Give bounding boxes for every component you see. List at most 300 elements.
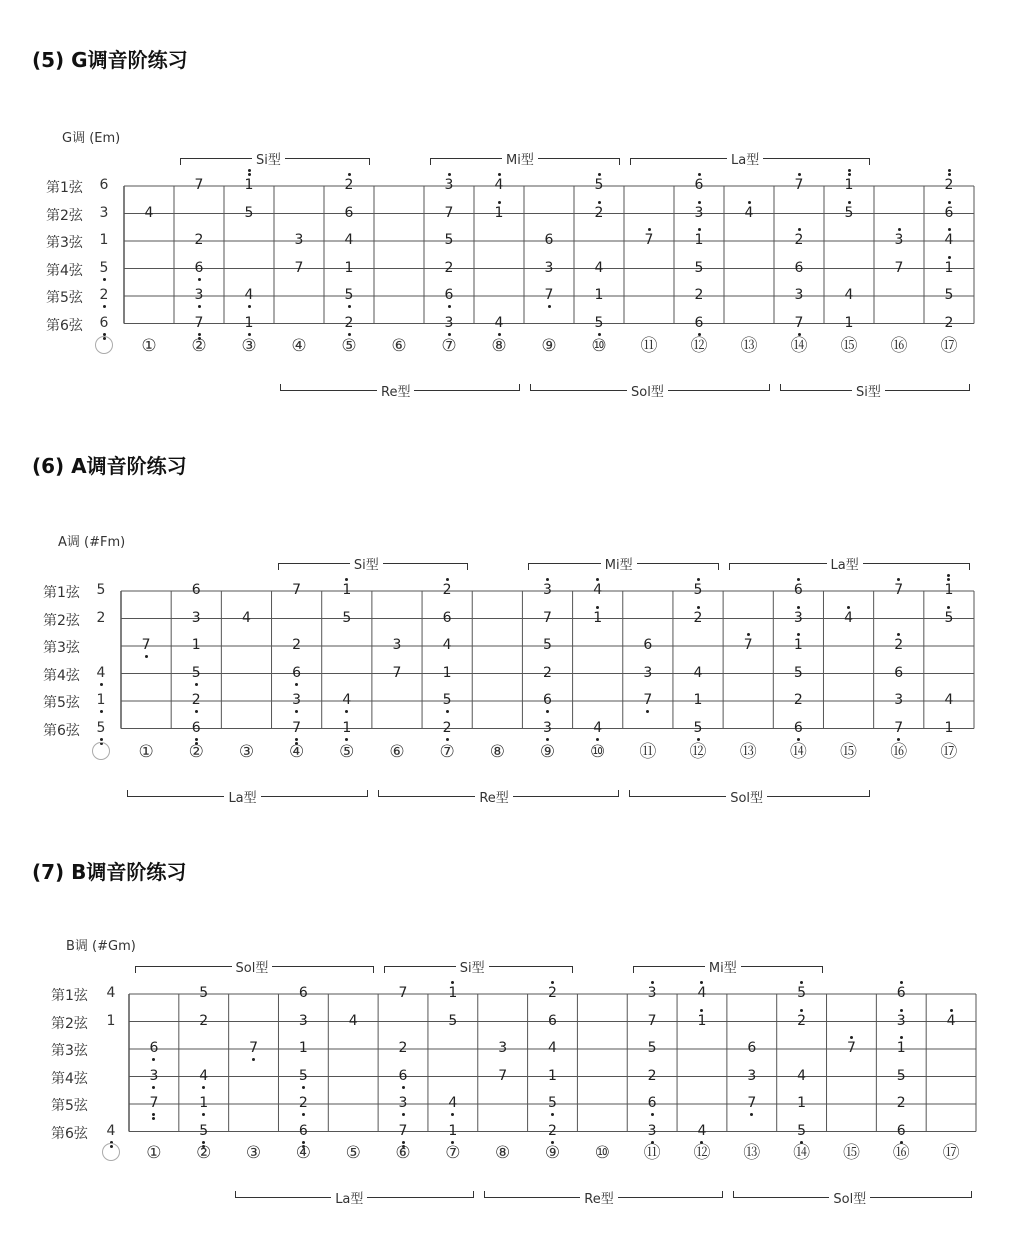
scale-note: 3	[298, 1012, 308, 1029]
scale-note: 3	[191, 609, 201, 626]
scale-note: 7	[194, 177, 204, 193]
scale-note: 7	[149, 1095, 159, 1111]
fret-number: ⑤	[339, 742, 355, 762]
fret-number: ⑭	[790, 336, 808, 356]
scale-note: 1	[191, 637, 201, 653]
bottom-pattern-bracket	[733, 1191, 970, 1207]
fret-number: ⑤	[345, 1143, 361, 1163]
fret-number: ⑨	[541, 336, 557, 356]
scale-note: 3	[444, 314, 454, 331]
string-label: 第5弦	[43, 695, 80, 711]
scale-note: 7	[894, 719, 904, 736]
string-label: 第1弦	[46, 180, 83, 196]
scale-note: 7	[643, 692, 653, 708]
scale-note: 4	[797, 1067, 807, 1084]
scale-note: 2	[793, 692, 803, 708]
scale-note: 2	[194, 232, 204, 248]
scale-note: 1	[244, 314, 254, 331]
fret-number: ⑰	[940, 336, 958, 356]
open-note: 1	[99, 232, 109, 248]
high-octave-dot	[551, 981, 554, 984]
low-octave-dot	[551, 1113, 554, 1116]
scale-note: 2	[548, 985, 557, 1001]
scale-note: 3	[543, 719, 552, 736]
string-label: 第2弦	[43, 612, 80, 629]
scale-note: 3	[694, 204, 704, 221]
pattern-label: Re型	[580, 1188, 617, 1207]
fret-number: ⑯	[892, 1143, 910, 1163]
scale-note: 3	[647, 1122, 657, 1139]
fret-number: ⑤	[341, 336, 357, 356]
low-octave-dot	[302, 1113, 305, 1116]
scale-note: 1	[244, 177, 254, 193]
scale-note: 5	[693, 719, 703, 736]
string-label: 第4弦	[51, 1070, 88, 1087]
scale-note: 7	[544, 287, 554, 303]
scale-note: 3	[398, 1095, 408, 1111]
fret-number: ③	[238, 742, 255, 762]
scale-note: 7	[398, 1122, 408, 1139]
fret-number: ⑮	[840, 336, 858, 356]
string-label: 第6弦	[43, 722, 80, 739]
scale-note: 7	[292, 719, 302, 736]
string-label: 第4弦	[46, 262, 83, 279]
fret-number: ④	[288, 742, 305, 762]
scale-note: 4	[244, 287, 254, 303]
scale-note: 6	[643, 637, 653, 653]
pattern-label: Sol型	[232, 957, 273, 976]
scale-note: 5	[797, 1122, 807, 1139]
string-label: 第2弦	[51, 1015, 88, 1032]
scale-note: 2	[548, 1122, 557, 1139]
scale-note: 6	[444, 287, 454, 303]
scale-note: 6	[793, 719, 803, 736]
scale-note: 6	[149, 1040, 159, 1056]
low-octave-dot	[402, 1086, 405, 1089]
scale-note: 2	[199, 1012, 209, 1029]
scale-note: 7	[398, 985, 408, 1001]
scale-note: 4	[494, 177, 504, 193]
scale-note: 6	[398, 1067, 408, 1084]
scale-note: 4	[844, 287, 854, 303]
scale-note: 5	[694, 259, 704, 276]
scale-note: 6	[298, 985, 308, 1001]
scale-note: 1	[697, 1012, 707, 1029]
fret-number: ③	[241, 336, 257, 356]
pattern-label: La型	[331, 1188, 367, 1207]
scale-note: 1	[793, 637, 803, 653]
scale-note: 6	[747, 1040, 757, 1056]
scale-note: 3	[643, 664, 653, 681]
pattern-label: Re型	[377, 381, 414, 400]
scale-note: 5	[944, 609, 954, 626]
pattern-label: Mi型	[705, 957, 741, 976]
section-title-a: (6) A调音阶练习	[32, 454, 187, 478]
scale-note: 1	[844, 314, 854, 331]
scale-note: 2	[896, 1095, 906, 1111]
scale-note: 1	[896, 1040, 906, 1056]
scale-note: 1	[694, 232, 704, 248]
fret-number: ⑦	[439, 742, 455, 762]
scale-note: 1	[594, 287, 604, 303]
bottom-pattern-bracket	[484, 1191, 721, 1207]
scale-note: 2	[693, 609, 703, 626]
string-label: 第1弦	[43, 585, 80, 601]
scale-note: 3	[747, 1067, 757, 1084]
high-octave-dot	[800, 1009, 803, 1012]
fret-number: ⑬	[739, 742, 757, 762]
bottom-pattern-bracket	[235, 1191, 472, 1207]
open-note: 3	[99, 204, 109, 221]
scale-note: 3	[647, 985, 657, 1001]
top-pattern-bracket	[633, 961, 820, 976]
scale-note: 4	[344, 232, 354, 248]
scale-note: 1	[944, 719, 954, 736]
scale-note: 4	[144, 204, 154, 221]
scale-note: 3	[543, 582, 552, 598]
scale-note: 1	[548, 1067, 557, 1084]
open-note: 4	[106, 985, 116, 1001]
scale-note: 2	[444, 259, 454, 276]
string-label: 第4弦	[43, 667, 80, 684]
scale-note: 5	[647, 1040, 657, 1056]
scale-note: 2	[191, 692, 201, 708]
scale-note: 7	[392, 664, 402, 681]
pattern-label: La型	[727, 149, 763, 168]
fret-number: ⑩	[591, 336, 607, 356]
fret-number: ①	[138, 742, 154, 762]
scale-note: 6	[694, 314, 704, 331]
scale-note: 1	[342, 582, 352, 598]
scale-note: 6	[191, 582, 201, 598]
scale-note: 2	[944, 314, 954, 331]
low-octave-dot	[402, 1113, 405, 1116]
scale-note: 5	[548, 1095, 557, 1111]
scale-note: 5	[543, 637, 552, 653]
fret-number: ⑫	[689, 742, 707, 762]
high-octave-dot	[950, 1009, 953, 1012]
scale-note: 1	[448, 1122, 458, 1139]
high-octave-dot	[900, 1009, 903, 1012]
scale-note: 5	[191, 664, 201, 681]
pattern-label: Sol型	[829, 1188, 870, 1207]
fret-number: ⑩	[590, 742, 606, 762]
fret-number: ①	[141, 336, 157, 356]
open-note: 6	[99, 314, 109, 331]
fret-number: ⑭	[793, 1143, 811, 1163]
scale-note: 5	[199, 985, 209, 1001]
scale-note: 7	[498, 1067, 508, 1084]
open-note: 5	[99, 259, 109, 276]
open-note: 6	[99, 177, 109, 193]
scale-note: 2	[944, 177, 954, 193]
high-octave-dot	[651, 981, 654, 984]
scale-note: 2	[344, 314, 354, 331]
scale-note: 1	[797, 1095, 807, 1111]
scale-note: 2	[543, 664, 552, 681]
scale-note: 7	[249, 1040, 258, 1056]
fret-number: ②	[191, 336, 207, 356]
top-pattern-bracket	[135, 961, 372, 976]
scale-note: 7	[747, 1095, 757, 1111]
scale-note: 4	[348, 1012, 358, 1029]
scale-note: 2	[894, 637, 904, 653]
fret-number: ⑯	[890, 336, 908, 356]
scale-note: 4	[494, 314, 504, 331]
string-label: 第6弦	[51, 1125, 88, 1142]
scale-note: 4	[593, 582, 603, 598]
pattern-label: Mi型	[502, 149, 538, 168]
scale-note: 6	[896, 1122, 906, 1139]
scale-note: 5	[594, 177, 604, 193]
scale-note: 7	[894, 582, 904, 598]
scale-note: 3	[544, 259, 554, 276]
scale-note: 6	[647, 1095, 657, 1111]
open-note: 4	[106, 1122, 116, 1139]
scale-note: 3	[896, 1012, 906, 1029]
scale-note: 2	[794, 232, 804, 248]
fret-number: ⑨	[539, 742, 556, 762]
scale-note: 4	[342, 692, 352, 708]
high-octave-dot	[900, 1036, 903, 1039]
string-label: 第2弦	[46, 207, 83, 224]
fret-number: ⑪	[643, 1143, 661, 1163]
scale-note: 4	[697, 1122, 707, 1139]
scale-note: 1	[342, 719, 352, 736]
scale-note: 5	[244, 204, 254, 221]
scale-note: 3	[392, 637, 402, 653]
scale-note: 4	[593, 719, 603, 736]
open-note: 2	[99, 287, 109, 303]
fret-number: ④	[291, 336, 307, 356]
key-label-b: B调 (#Gm)	[66, 939, 136, 954]
fret-number: ⑥	[389, 742, 405, 762]
scale-note: 3	[794, 287, 804, 303]
scale-note: 6	[298, 1122, 308, 1139]
scale-note: 4	[944, 692, 954, 708]
scale-note: 6	[794, 259, 804, 276]
low-octave-dot	[202, 1086, 205, 1089]
scale-note: 3	[149, 1067, 159, 1084]
scale-note: 3	[444, 177, 454, 193]
scale-note: 5	[797, 985, 807, 1001]
scale-note: 1	[844, 177, 854, 193]
open-note: 2	[96, 609, 106, 626]
pattern-label: Sol型	[726, 787, 767, 806]
fret-number: ②	[196, 1143, 212, 1163]
open-note: 4	[96, 664, 106, 681]
scale-note: 4	[844, 609, 853, 626]
scale-note: 1	[494, 204, 504, 221]
scale-note: 3	[498, 1040, 508, 1056]
section-title-b: (7) B调音阶练习	[32, 860, 187, 884]
scale-note: 3	[793, 609, 803, 626]
scale-note: 4	[944, 232, 954, 248]
scale-note: 6	[191, 719, 201, 736]
fret-number: ⑥	[391, 336, 407, 356]
key-label-g: G调 (Em)	[62, 131, 121, 146]
string-label: 第3弦	[43, 640, 80, 656]
fret-number: ④	[295, 1143, 311, 1163]
scale-note: 7	[794, 314, 804, 331]
fret-number: ⑰	[940, 742, 958, 762]
scale-note: 7	[543, 609, 552, 626]
scale-note: 2	[647, 1067, 657, 1084]
scale-note: 6	[344, 204, 354, 221]
fret-number: ⑪	[640, 336, 658, 356]
scale-note: 5	[342, 609, 352, 626]
scale-note: 5	[298, 1067, 308, 1084]
scale-note: 1	[298, 1040, 308, 1056]
scale-note: 6	[894, 664, 904, 681]
scale-note: 5	[344, 287, 354, 303]
scale-note: 7	[444, 204, 454, 221]
pattern-label: Sol型	[627, 381, 668, 400]
scale-note: 4	[744, 204, 754, 221]
scale-note: 2	[594, 204, 604, 221]
scale-note: 7	[194, 314, 204, 331]
fret-number: ⑥	[395, 1143, 411, 1163]
pattern-label: La型	[224, 787, 260, 806]
scale-note: 2	[398, 1040, 408, 1056]
fret-number: ⑭	[789, 742, 807, 762]
fret-number: ⑬	[740, 336, 758, 356]
fret-number: ①	[146, 1143, 162, 1163]
scale-note: 7	[743, 637, 753, 653]
section-title-g: (5) G调音阶练习	[32, 48, 188, 72]
scale-note: 2	[797, 1012, 807, 1029]
scale-note: 4	[199, 1067, 209, 1084]
scale-note: 7	[141, 637, 151, 653]
scale-note: 6	[944, 204, 954, 221]
scale-note: 5	[896, 1067, 906, 1084]
fret-number: ⑨	[544, 1143, 561, 1163]
scale-note: 5	[444, 232, 454, 248]
scale-note: 7	[294, 259, 304, 276]
scale-note: 1	[944, 582, 954, 598]
scale-note: 5	[199, 1122, 209, 1139]
scale-note: 6	[543, 692, 552, 708]
low-octave-dot	[651, 1113, 654, 1116]
scale-note: 1	[593, 609, 603, 626]
scale-note: 5	[944, 287, 954, 303]
string-label: 第3弦	[51, 1043, 88, 1059]
scale-note: 3	[294, 232, 304, 248]
key-label-a: A调 (#Fm)	[58, 535, 126, 550]
scale-note: 2	[442, 719, 452, 736]
pattern-label: Re型	[475, 787, 512, 806]
fret-number: ⑧	[495, 1143, 511, 1163]
scale-note: 7	[644, 232, 654, 248]
scale-note: 4	[946, 1012, 956, 1029]
scale-note: 4	[448, 1095, 458, 1111]
scale-note: 1	[693, 692, 703, 708]
scale-note: 6	[793, 582, 803, 598]
fret-number: ③	[245, 1143, 262, 1163]
fret-number: ⑫	[693, 1143, 711, 1163]
fret-number: ⑧	[489, 742, 505, 762]
low-octave-dot	[302, 1086, 305, 1089]
fret-number: ⑪	[639, 742, 657, 762]
scale-note: 1	[344, 259, 354, 276]
scale-note: 7	[647, 1012, 657, 1029]
scale-note: 1	[448, 985, 458, 1001]
open-note: 5	[96, 719, 106, 736]
fret-number: ⑯	[890, 742, 908, 762]
scale-note: 4	[442, 637, 452, 653]
fret-number: ⑩	[594, 1143, 610, 1163]
fret-number: ⑦	[445, 1143, 461, 1163]
open-note: 1	[106, 1012, 116, 1029]
scale-note: 6	[694, 177, 704, 193]
fret-number: ⑮	[842, 1143, 860, 1163]
fret-number: ⑰	[942, 1143, 960, 1163]
open-note: 1	[96, 692, 106, 708]
scale-note: 3	[194, 287, 204, 303]
pattern-label: Si型	[456, 957, 489, 976]
string-label: 第1弦	[51, 988, 88, 1004]
high-octave-dot	[900, 981, 903, 984]
scale-note: 3	[292, 692, 302, 708]
scale-note: 4	[693, 664, 703, 681]
scale-note: 6	[548, 1012, 557, 1029]
scale-note: 4	[697, 985, 707, 1001]
open-string-marker	[100, 1143, 122, 1165]
pattern-label: Si型	[350, 554, 383, 573]
scale-note: 5	[448, 1012, 458, 1029]
string-label: 第3弦	[46, 235, 83, 251]
open-note: 5	[96, 582, 106, 598]
scale-note: 5	[442, 692, 452, 708]
scale-note: 7	[292, 582, 302, 598]
fret-number: ⑫	[690, 336, 708, 356]
pattern-label: La型	[827, 554, 863, 573]
scale-note: 3	[894, 232, 904, 248]
scale-note: 6	[896, 985, 906, 1001]
scale-note: 1	[199, 1095, 209, 1111]
scale-note: 5	[844, 204, 854, 221]
scale-note: 4	[594, 259, 604, 276]
fret-number: ⑮	[840, 742, 858, 762]
scale-note: 2	[298, 1095, 308, 1111]
scale-note: 5	[594, 314, 604, 331]
scale-note: 6	[194, 259, 204, 276]
fret-number: ⑦	[441, 336, 457, 356]
scale-note: 7	[894, 259, 904, 276]
scale-note: 1	[442, 664, 452, 681]
scale-note: 1	[944, 259, 954, 276]
pattern-label: Si型	[252, 149, 285, 168]
scale-note: 2	[442, 582, 452, 598]
high-octave-dot	[850, 1036, 853, 1039]
string-label: 第5弦	[51, 1098, 88, 1114]
scale-note: 2	[344, 177, 354, 193]
scale-note: 4	[241, 609, 251, 626]
pattern-label: Mi型	[601, 554, 637, 573]
fret-number: ⑬	[743, 1143, 761, 1163]
top-pattern-bracket	[384, 961, 571, 976]
scale-note: 5	[693, 582, 703, 598]
fret-number: ⑧	[491, 336, 507, 356]
scale-note: 6	[292, 664, 302, 681]
scale-note: 3	[894, 692, 904, 708]
string-label: 第6弦	[46, 317, 83, 334]
pattern-label: Si型	[852, 381, 885, 400]
scale-note: 6	[544, 232, 554, 248]
scale-note: 7	[846, 1040, 856, 1056]
scale-note: 5	[793, 664, 803, 681]
scale-note: 2	[694, 287, 704, 303]
